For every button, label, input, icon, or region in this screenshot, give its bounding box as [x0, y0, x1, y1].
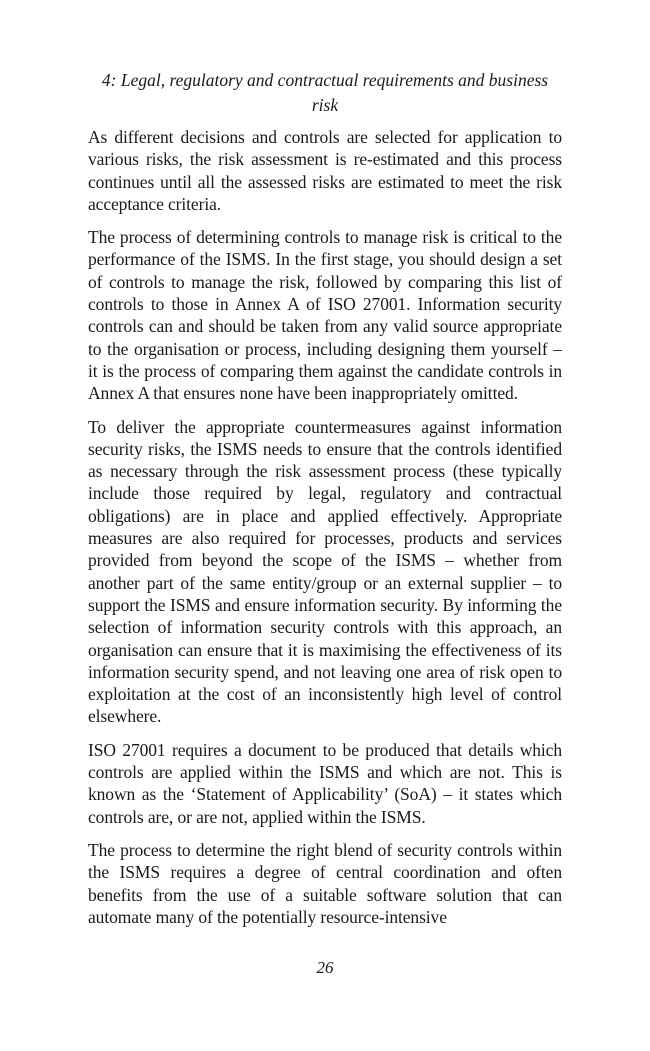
running-header: 4: Legal, regulatory and contractual requirements and business risk	[101, 70, 549, 115]
paragraph-5: The process to determine the right blend of security controls within the ISMS requires a degree of central coordination and often benefits from the use of a suitable software solution that can automate many of the potentially resource-intensive	[88, 839, 562, 927]
paragraph-4: ISO 27001 requires a document to be produced that details which controls are applied within the ISMS and which are not. This is known as the ‘Statement of Applicability’ (SoA) – it states which controls are, or are not, applied within the ISMS.	[88, 739, 562, 827]
paragraph-1: As different decisions and controls are selected for application to various risks, the risk assessment is re-estimated and this process continues until all the assessed risks are estimated to meet the risk acceptance criteria.	[88, 127, 562, 214]
page-number: 26	[316, 958, 334, 977]
page-content	[88, 68, 562, 939]
paragraph-2: The process of determining controls to manage risk is critical to the performance of the ISMS. In the first stage, you should design a set of controls to manage the risk, followed by comparing this list of controls to those in Annex A of ISO 27001. Information security controls can and should be taken from any valid source appropriate to the organisation or process, including designing them yourself – it is the process of comparing them against the candidate controls in Annex A that ensures none have been inappropriately omitted.	[88, 227, 562, 404]
paragraph-3: To deliver the appropriate countermeasures against information security risks, the ISMS needs to ensure that the controls identified as necessary through the risk assessment process (these typically include those required by legal, regulatory and contractual obligations) are in place and applied effectively. Appropriate measures are also required for processes, products and services provided from beyond the scope of the ISMS – whether from another part of the same entity/group or an external supplier – to support the ISMS and ensure information security. By informing the selection of information security controls with this approach, an organisation can ensure that it is maximising the effectiveness of its information security spend, and not leaving one area of risk open to exploitation at the cost of an inconsistently high level of control elsewhere.	[88, 416, 562, 727]
